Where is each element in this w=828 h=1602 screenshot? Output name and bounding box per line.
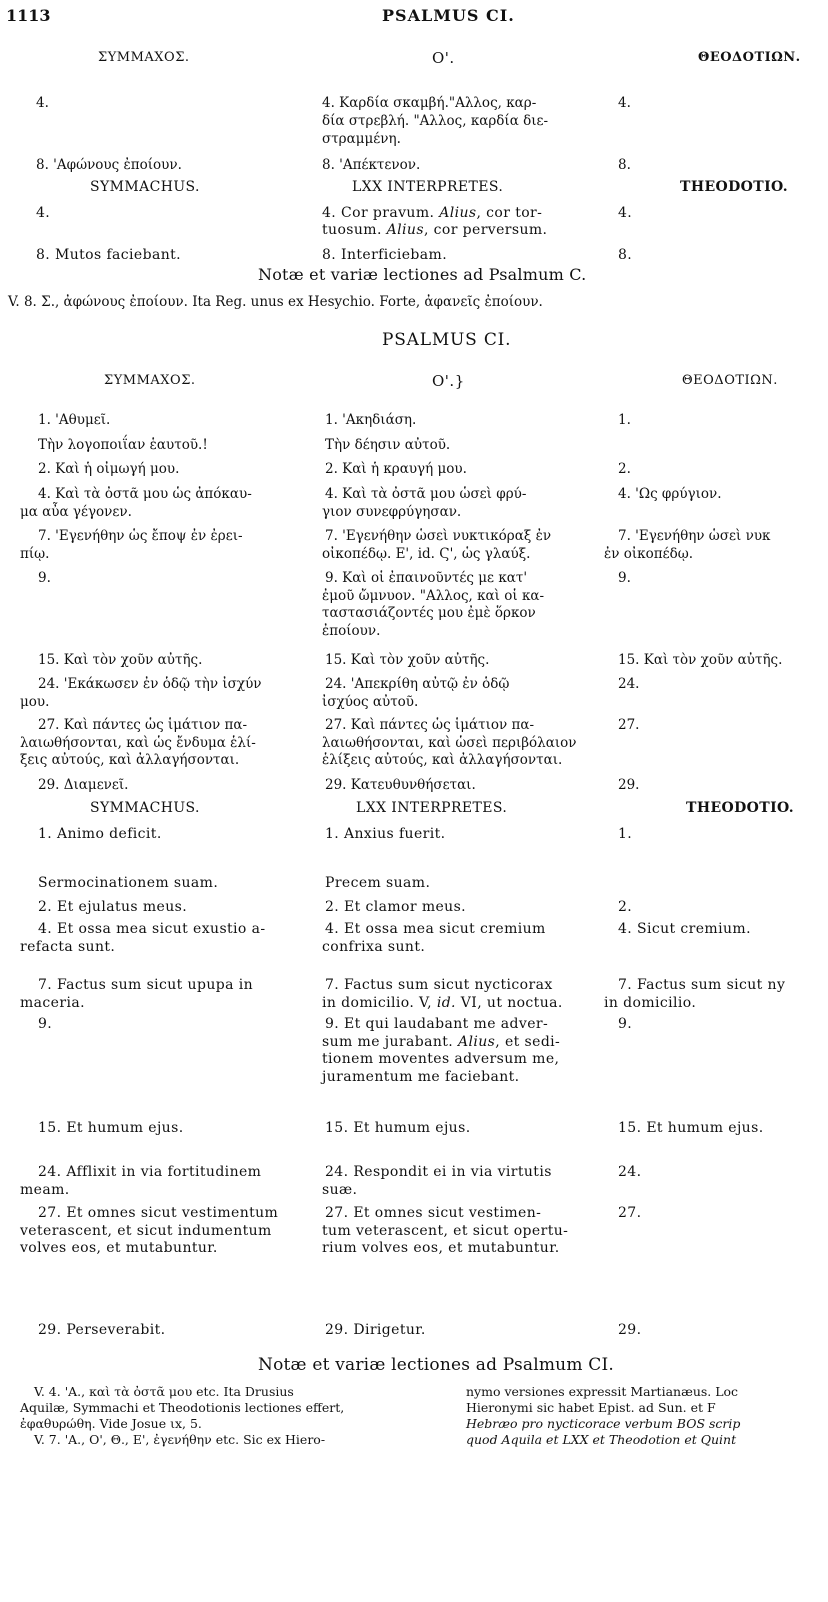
ps101-gr-theo-row4-line0: 7. 'Εγενήθην ὡσεὶ νυκ [618, 528, 771, 544]
ps101-gr-sym-row0-line0: 1. 'Αθυμεῖ. [38, 412, 111, 428]
ps101-lat-theo-row4-line1: in domicilio. [604, 994, 697, 1011]
ps100-lat-head-theodotion: THEODOTIO. [680, 179, 789, 195]
ps101-lat-theo-row4-line0: 7. Factus sum sicut ny [618, 977, 786, 993]
ps101-gr-theo-row3-line0: 4. 'Ως φρύγιον. [618, 486, 722, 502]
ps101-lat-theo-row2-line0: 2. [618, 899, 633, 915]
ps101-gr-theo-row0-line0: 1. [618, 412, 631, 428]
ps101-lat-lxx-row4-line1: in domicilio. V, id. VI, ut noctua. [322, 994, 563, 1011]
ps100-gr-theo-4: 4. [618, 95, 631, 111]
ps101-lat-theo-row9-line0: 29. [618, 1322, 642, 1338]
ps101-lat-sym-row3-line0: 4. Et ossa mea sicut exustio a- [38, 921, 266, 937]
ps101-gr-sym-row2-line0: 2. Καὶ ἡ οἰμωγή μου. [38, 461, 180, 477]
ps101-lat-lxx-row5-line3: juramentum me faciebant. [322, 1068, 520, 1085]
ps101-note-left-1: V. 4. 'Α., καὶ τὰ ὀστᾶ μου etc. Ita Drusius [34, 1384, 294, 1399]
ps101-gr-lxx-row9-line0: 29. Κατευθυνθήσεται. [325, 777, 476, 793]
ps101-lat-head-symmachus: SYMMACHUS. [90, 800, 200, 816]
ps101-lat-sym-row0-line0: 1. Animo deficit. [38, 826, 162, 842]
ps101-lat-lxx-row8-line2: rium volves eos, et mutabuntur. [322, 1240, 560, 1256]
ps100-gr-head-theodotion: ΘΕΟΔΟΤΙΩΝ. [698, 50, 801, 65]
ps100-gr-theo-8: 8. [618, 157, 631, 173]
ps101-gr-sym-row3-line1: μα αὖα γέγονεν. [20, 503, 132, 520]
ps101-gr-sym-row9-line0: 29. Διαμενεῖ. [38, 777, 129, 793]
ps101-gr-lxx-row7-line0: 24. 'Απεκρίθη αὐτῷ ἐν ὁδῷ [325, 676, 510, 692]
ps101-lat-lxx-row7-line1: suæ. [322, 1181, 358, 1198]
ps100-gr-head-lxx: O'. [432, 49, 455, 67]
ps100-note: V. 8. Σ., ἀφώνους ἐποίουν. Ita Reg. unus ex Hesychio. Forte, ἀφανεῖς ἐποίουν. [8, 294, 543, 310]
ps101-gr-lxx-row5-line3: ἐποίουν. [322, 622, 381, 639]
ps101-gr-lxx-row4-line1: οἰκοπέδῳ. Ε', id. Ϛ', ὡς γλαύξ. [322, 545, 531, 562]
ps101-gr-lxx-row5-line2: ταστασιάζοντές μου ἐμὲ ὅρκον [322, 605, 536, 621]
ps100-lat-head-lxx: LXX INTERPRETES. [352, 179, 504, 195]
ps101-lat-lxx-row6-line0: 15. Et humum ejus. [325, 1120, 471, 1136]
ps101-lat-sym-row4-line0: 7. Factus sum sicut upupa in [38, 977, 254, 993]
ps101-lat-sym-row6-line0: 15. Et humum ejus. [38, 1120, 184, 1136]
ps100-lat-head-symmachus: SYMMACHUS. [90, 179, 200, 195]
ps101-lat-head-lxx: LXX INTERPRETES. [356, 800, 508, 816]
ps100-lat-theo-8: 8. [618, 247, 633, 263]
ps101-gr-lxx-row7-line1: ἰσχύος αὐτοῦ. [322, 693, 419, 710]
ps101-lat-theo-row8-line0: 27. [618, 1205, 642, 1221]
ps100-gr-sym-8: 8. 'Αφώνους ἐποίουν. [36, 157, 182, 173]
ps101-lat-lxx-row5-line2: tionem moventes adversum me, [322, 1051, 560, 1067]
ps101-lat-lxx-row5-line0: 9. Et qui laudabant me adver- [325, 1016, 549, 1032]
ps101-lat-theo-row6-line0: 15. Et humum ejus. [618, 1120, 764, 1136]
ps101-lat-sym-row8-line0: 27. Et omnes sicut vestimentum [38, 1205, 279, 1221]
ps101-gr-lxx-row5-line0: 9. Καὶ οἱ ἐπαινοῦντές με κατ' [325, 570, 528, 586]
ps101-lat-sym-row9-line0: 29. Perseverabit. [38, 1322, 166, 1338]
ps101-notes-title: Notæ et variæ lectiones ad Psalmum CI. [258, 1355, 614, 1375]
ps101-note-left-2: Aquilæ, Symmachi et Theodotionis lectiones effert, [20, 1400, 345, 1415]
ps101-gr-sym-row4-line0: 7. 'Εγενήθην ὡς ἔποψ ἐν ἐρει- [38, 528, 243, 544]
ps101-lat-sym-row4-line1: maceria. [20, 994, 85, 1011]
ps101-gr-lxx-row2-line0: 2. Καὶ ἡ κραυγή μου. [325, 461, 467, 477]
ps101-lat-sym-row2-line0: 2. Et ejulatus meus. [38, 899, 188, 915]
ps101-gr-head-theodotion: ΘΕΟΔΟΤΙΩΝ. [682, 373, 778, 388]
ps101-gr-lxx-row5-line1: ἐμοῦ ὤμνυον. "Αλλος, καὶ οἱ κα- [322, 587, 545, 604]
ps101-gr-head-symmachus: ΣΥΜΜΑΧΟΣ. [104, 373, 196, 388]
ps100-lat-lxx-4-l1: 4. Cor pravum. Alius, cor tor- [322, 205, 543, 221]
ps101-gr-theo-row2-line0: 2. [618, 461, 631, 477]
ps101-lat-sym-row8-line1: veterascent, et sicut indumentum [20, 1222, 272, 1239]
ps101-note-right-1: nymo versiones expressit Martianæus. Loc [466, 1384, 739, 1399]
ps101-lat-sym-row7-line0: 24. Afflixit in via fortitudinem [38, 1164, 262, 1180]
ps101-gr-sym-row3-line0: 4. Καὶ τὰ ὀστᾶ μου ὡς ἀπόκαυ- [38, 486, 252, 502]
ps100-notes-title: Notæ et variæ lectiones ad Psalmum C. [258, 265, 587, 284]
ps101-gr-lxx-row8-line0: 27. Καὶ πάντες ὡς ἱμάτιον πα- [325, 717, 535, 733]
ps101-lat-lxx-row4-line0: 7. Factus sum sicut nycticorax [325, 977, 553, 993]
ps101-gr-lxx-row6-line0: 15. Καὶ τὸν χοῦν αὐτῆς. [325, 652, 490, 668]
ps101-lat-lxx-row3-line1: confrixa sunt. [322, 938, 426, 955]
ps101-gr-sym-row8-line0: 27. Καὶ πάντες ὡς ἱμάτιον πα- [38, 717, 248, 733]
ps101-lat-lxx-row8-line0: 27. Et omnes sicut vestimen- [325, 1205, 542, 1221]
ps101-lat-lxx-row1-line0: Precem suam. [325, 875, 431, 891]
ps101-lat-lxx-row0-line0: 1. Anxius fuerit. [325, 826, 446, 842]
ps101-gr-sym-row8-line2: ξεις αὐτούς, καὶ ἀλλαγήσονται. [20, 752, 240, 768]
ps100-gr-lxx-4-l2: δία στρεβλή. "Αλλος, καρδία διε- [322, 113, 549, 129]
ps101-lat-lxx-row5-line1: sum me jurabant. Alius, et sedi- [322, 1033, 561, 1050]
ps100-gr-lxx-4-l3: στραμμένη. [322, 131, 401, 147]
ps101-gr-sym-row6-line0: 15. Καὶ τὸν χοῦν αὐτῆς. [38, 652, 203, 668]
ps100-gr-head-symmachus: ΣΥΜΜΑΧΟΣ. [98, 50, 190, 65]
ps101-gr-sym-row7-line1: μου. [20, 693, 50, 710]
ps101-gr-theo-row6-line0: 15. Καὶ τὸν χοῦν αὐτῆς. [618, 652, 783, 668]
ps101-lat-head-theodotion: THEODOTIO. [686, 800, 795, 816]
ps100-lat-lxx-4-l2: tuosum. Alius, cor perversum. [322, 222, 548, 238]
ps101-lat-theo-row0-line0: 1. [618, 826, 633, 842]
ps101-gr-lxx-row8-line2: ἑλίξεις αὐτούς, καὶ ἀλλαγήσονται. [322, 752, 563, 768]
ps101-gr-head-lxx: O'.} [432, 372, 465, 390]
ps101-lat-sym-row7-line1: meam. [20, 1181, 70, 1198]
ps100-lat-sym-8: 8. Mutos faciebant. [36, 247, 181, 263]
ps101-lat-sym-row8-line2: volves eos, et mutabuntur. [20, 1240, 218, 1256]
ps101-gr-lxx-row3-line0: 4. Καὶ τὰ ὀστᾶ μου ὡσεὶ φρύ- [325, 486, 527, 502]
ps100-gr-lxx-8: 8. 'Απέκτενον. [322, 157, 421, 173]
ps101-gr-theo-row9-line0: 29. [618, 777, 640, 793]
ps101-lat-sym-row5-line0: 9. [38, 1016, 53, 1032]
ps101-note-right-3: Hebræo pro nycticorace verbum BOS scrip [466, 1416, 741, 1431]
ps100-gr-lxx-4-l1: 4. Καρδία σκαμβή."Αλλος, καρ- [322, 95, 537, 111]
ps101-gr-sym-row7-line0: 24. 'Εκάκωσεν ἐν ὁδῷ τὴν ἰσχύν [38, 676, 262, 692]
page-number: 1113 [6, 6, 51, 25]
ps101-gr-sym-row4-line1: πίῳ. [20, 545, 50, 562]
ps101-lat-lxx-row9-line0: 29. Dirigetur. [325, 1322, 426, 1338]
ps101-gr-lxx-row4-line0: 7. 'Εγενήθην ὡσεὶ νυκτικόραξ ἐν [325, 528, 552, 544]
ps101-gr-theo-row7-line0: 24. [618, 676, 640, 692]
ps101-gr-lxx-row3-line1: γιον συνεφρύγησαν. [322, 503, 462, 520]
ps100-lat-theo-4: 4. [618, 205, 633, 221]
ps101-gr-lxx-row8-line1: λαιωθήσονται, καὶ ὡσεὶ περιβόλαιον [322, 734, 577, 751]
ps101-lat-lxx-row2-line0: 2. Et clamor meus. [325, 899, 467, 915]
ps100-gr-sym-4: 4. [36, 95, 49, 111]
ps101-lat-sym-row1-line0: Sermocinationem suam. [38, 875, 219, 891]
ps101-gr-sym-row1-line0: Τὴν λογοποιΐαν ἑαυτοῦ.! [38, 437, 208, 453]
ps101-lat-theo-row3-line0: 4. Sicut cremium. [618, 921, 751, 937]
ps101-gr-theo-row8-line0: 27. [618, 717, 640, 733]
ps101-note-left-4: V. 7. 'Α., Ο', Θ., Ε', ἐγενήθην etc. Sic ex Hiero- [34, 1432, 326, 1447]
ps101-note-right-2: Hieronymi sic habet Epist. ad Sun. et F [466, 1400, 716, 1415]
ps101-gr-sym-row5-line0: 9. [38, 570, 51, 586]
ps101-lat-lxx-row7-line0: 24. Respondit ei in via virtutis [325, 1164, 552, 1180]
ps101-gr-lxx-row0-line0: 1. 'Ακηδιάση. [325, 412, 417, 428]
ps101-lat-theo-row7-line0: 24. [618, 1164, 642, 1180]
running-title: PSALMUS CI. [382, 6, 515, 25]
ps101-gr-theo-row5-line0: 9. [618, 570, 631, 586]
ps101-note-left-3: ἐφαθυρώθη. Vide Josue ιx, 5. [20, 1416, 202, 1431]
ps101-gr-sym-row8-line1: λαιωθήσονται, καὶ ὡς ἔνδυμα ἑλί- [20, 734, 256, 751]
ps101-lat-sym-row3-line1: refacta sunt. [20, 938, 116, 955]
ps100-lat-lxx-8: 8. Interficiebam. [322, 247, 448, 263]
ps101-gr-lxx-row1-line0: Τὴν δέησιν αὐτοῦ. [325, 437, 451, 453]
ps101-lat-theo-row5-line0: 9. [618, 1016, 633, 1032]
ps101-note-right-4: quod Aquila et LXX et Theodotion et Quint [466, 1432, 737, 1447]
ps101-gr-theo-row4-line1: ἐν οἰκοπέδῳ. [604, 545, 694, 562]
ps101-lat-lxx-row3-line0: 4. Et ossa mea sicut cremium [325, 921, 546, 937]
ps101-lat-lxx-row8-line1: tum veterascent, et sicut opertu- [322, 1222, 569, 1239]
ps100-lat-sym-4: 4. [36, 205, 51, 221]
ps101-title: PSALMUS CI. [382, 330, 512, 350]
